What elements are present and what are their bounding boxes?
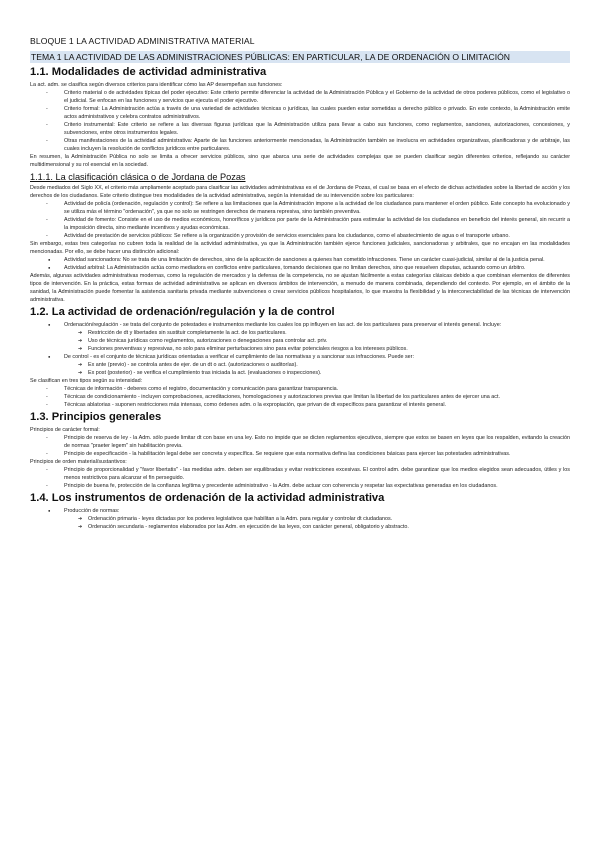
list-item: - Principio de proporcionalidad y "favor libertatis" - las medidas adm. deben ser equilibradas y evitar restricciones excesivas. El control adm. debe garantizar que los medios elegidos sean adecuados, útiles y los menos restrictivos para alcanzar el fin perseguido. [30, 466, 570, 482]
tema-title: TEMA 1 LA ACTIVIDAD DE LAS ADMINISTRACIONES PÚBLICAS: EN PARTICULAR, LA DE ORDENACIÓN O LIMITACIÓN [30, 51, 570, 63]
list-item: ● Actividad arbitral: La Administración actúa como mediadora en conflictos entre particulares, tomando decisiones que no limitan derechos, sino que resuelven disputas, actuando como un árbitro. [30, 264, 570, 272]
list-item: ➔ Ordenación secundaria - reglamentos elaborados por las Adm. en ejecución de las leyes, con carácter general, obligatorio y abstracto. [30, 523, 570, 531]
section-1-1-1-heading: 1.1.1. La clasificación clásica o de Jordana de Pozas [30, 172, 246, 182]
section-1-4-heading: 1.4. Los instrumentos de ordenación de la actividad administrativa [30, 492, 385, 504]
section-1-1-heading: 1.1. Modalidades de actividad administrativa [30, 66, 267, 78]
paragraph: La act. adm. se clasifica según diversos criterios para identificar cómo las AP desempeñan sus funciones: [30, 82, 283, 88]
section-1-2-heading: 1.2. La actividad de ordenación/regulación y la de control [30, 306, 335, 318]
list-item: - Técnicas de condicionamiento - incluyen comprobaciones, acreditaciones, homologaciones y autorizaciones previas que limitan la libertad de los particulares antes de ejercer una act. [30, 393, 570, 401]
paragraph: Además, algunas actividades administrativas modernas, como la regulación de mercados y la defensa de la competencia, no se ajustan fácilmente a estas categorías clásicas debido a que combinan elementos de diferentes tipos de intervención. En la práctica, estas formas de actividad administrativa se aplican en diversos ámbitos de intervención, a menudo de manera combinada, dependiendo del contexto. Por ejemplo, en el ámbito de la sanidad, la Administración puede fomentar la asistencia sanitaria privada mediante subvenciones o crear servicios públicos hospitalarios, lo que muestra la flexibilidad y la interconectabilidad de las técnicas de intervención administrativa. [30, 273, 570, 303]
list-item: - Criterio formal: La Administración actúa a través de una variedad de actividades técnicas o jurídicas, las cuales pueden estar sometidas a derecho público o privado. En este contexto, la Administración emite actos administrativos y celebra contratos administrativos. [30, 105, 570, 121]
list-item: - Criterio instrumental: Este criterio se refiere a las diversas figuras jurídicas que la Administración utiliza para llevar a cabo sus funciones, como reglamentos, sanciones, autorizaciones, concesiones, y subvenciones, entre otros instrumentos legales. [30, 121, 570, 137]
document-page [30, 36, 570, 531]
criteria-list [30, 89, 570, 153]
paragraph: Principios de orden material/sustantivos: [30, 459, 127, 465]
list-item: - Principio de buena fe, protección de la confianza legítima y precedente administrativo - la Adm. debe actuar con coherencia y respetar las expectativas generadas en los ciudadanos. [30, 482, 570, 490]
list-item: ➔ Funciones preventivas y represivas, no solo para eliminar perturbaciones sino para evitar potenciales riesgos a los intereses públicos. [30, 345, 570, 353]
list-item: - Actividad de prestación de servicios públicos: Se refiere a la organización y provisión de servicios esenciales para los ciudadanos, como el abastecimiento de agua o el transporte urbano. [30, 232, 570, 240]
list-item: - Actividad de policía (ordenación, regulación y control): Se refiere a las limitaciones que la Administración impone a la actividad de los ciudadanos para mantener el orden público. Este concepto ha evolucionado y se utiliza más el término "ordenación", ya que no solo se restringen derechos de manera represiva, sino también preventiva. [30, 200, 570, 216]
list-item: - Principio de especificación - la habilitación legal debe ser concreta y específica. Se requiere que esta normativa defina las condiciones básicas para ejercer las potestades administrativas. [30, 450, 570, 458]
instrumentos-list [30, 507, 570, 531]
list-item: ● Actividad sancionadora: No se trata de una limitación de derechos, sino de la aplicación de sanciones a quienes han cometido infracciones. Tiene un carácter cuasi-judicial, similar al de la justicia penal. [30, 256, 570, 264]
paragraph: Se clasifican en tres tipos según su intensidad: [30, 378, 143, 384]
list-item: ● Producción de normas: [30, 507, 570, 515]
ordenacion-list [30, 321, 570, 377]
list-item: ➔ Ordenación primaria - leyes dictadas por los poderes legislativos que habilitan a la Adm. para regular y controlar dt ciudadanos. [30, 515, 570, 523]
list-item: ➔ Restricción de dt y libertades sin sustituir completamente la act. de los particulares. [30, 329, 570, 337]
bloque-title: BLOQUE 1 LA ACTIVIDAD ADMINISTRATIVA MATERIAL [30, 36, 255, 46]
list-item: ● De control - es el conjunto de técnicas jurídicas orientadas a verificar el cumplimiento de las normativas y a sancionar sus infracciones. Puede ser: [30, 353, 570, 361]
list-item: ➔ Uso de técnicas jurídicas como reglamentos, autorizaciones o denegaciones para controlar act. priv. [30, 337, 570, 345]
list-item: - Técnicas de información - deberes como el registro, documentación y comunicación para garantizar transparencia. [30, 385, 570, 393]
tipos-list [30, 385, 570, 409]
modalities-list [30, 200, 570, 240]
additional-list [30, 256, 570, 272]
list-item: - Actividad de fomento: Consiste en el uso de medios económicos, honoríficos y jurídicos por parte de la Administración para estimular la actividad de los ciudadanos en beneficio del interés general, sin recurrir a la imposición directa, sino mediante incentivos y ayudas económicas. [30, 216, 570, 232]
section-1-3-heading: 1.3. Principios generales [30, 411, 162, 423]
material-list [30, 466, 570, 490]
formal-list [30, 434, 570, 458]
list-item: - Principio de reserva de ley - la Adm. sólo puede limitar dt con base en una ley. Esto no impide que se dicten reglamentos ejecutivos, siempre que estos se basen en leyes que los respalden, evitando la creación de normas "praeter legem" sin habilitación previa. [30, 434, 570, 450]
paragraph: Principios de carácter formal: [30, 427, 100, 433]
list-item: ➔ Ex post (posterior) - se verifica el cumplimiento tras iniciada la act. (evaluaciones o inspecciones). [30, 369, 570, 377]
list-item: ➔ Ex ante (previo) - se controla antes de ejer. de un dt o act. (autorizaciones o auditorías). [30, 361, 570, 369]
paragraph: Desde mediados del Siglo XX, el criterio más ampliamente aceptado para clasificar las actividades administrativas es el de Jordana de Pozas, el cual se basa en el efecto de dichas actividades sobre la libertad de acción y los derechos de los ciudadanos. Este criterio distingue tres modalidades de la actividad administrativa, según la intensidad de su intervención sobre los particulares: [30, 185, 570, 199]
list-item: - Criterio material o de actividades típicas del poder ejecutivo: Este criterio permite diferenciar la actividad de la Administración Pública y el Gobierno de la actividad de otros poderes públicos, como el legislativo o el judicial. Se enfocan en las funciones y servicios que ejecuta el poder ejecutivo. [30, 89, 570, 105]
list-item: ● Ordenación/regulación - se trata del conjunto de potestades e instrumentos mediante los cuales los pp influyen en las act. de los particulares para preservar el interés general. Incluye: [30, 321, 570, 329]
list-item: - Otras manifestaciones de la actividad administrativa: Aparte de las funciones anteriormente mencionadas, la Administración también se involucra en actividades organizativas, planificadoras y de arbitraje, las cuales incluyen la resolución de conflictos jurídicos entre particulares. [30, 137, 570, 153]
list-item: - Técnicas ablatorias - suponen restricciones más intensas, como órdenes adm. o la expropiación, que privan de dt específicos para garantizar el interés general. [30, 401, 570, 409]
paragraph: En resumen, la Administración Pública no solo se limita a ofrecer servicios públicos, sino que abarca una serie de actividades complejas que se pueden clasificar según diferentes criterios, reflejando su carácter multidimensional y su rol esencial en la sociedad. [30, 154, 570, 168]
paragraph: Sin embargo, estas tres categorías no cubren toda la realidad de la actividad administrativa, ya que la Administración también ejerce funciones judiciales, sancionadoras y arbitrales, que no encajan en las modalidades mencionadas. Por ello, se debe hacer una distinción adicional: [30, 241, 570, 255]
